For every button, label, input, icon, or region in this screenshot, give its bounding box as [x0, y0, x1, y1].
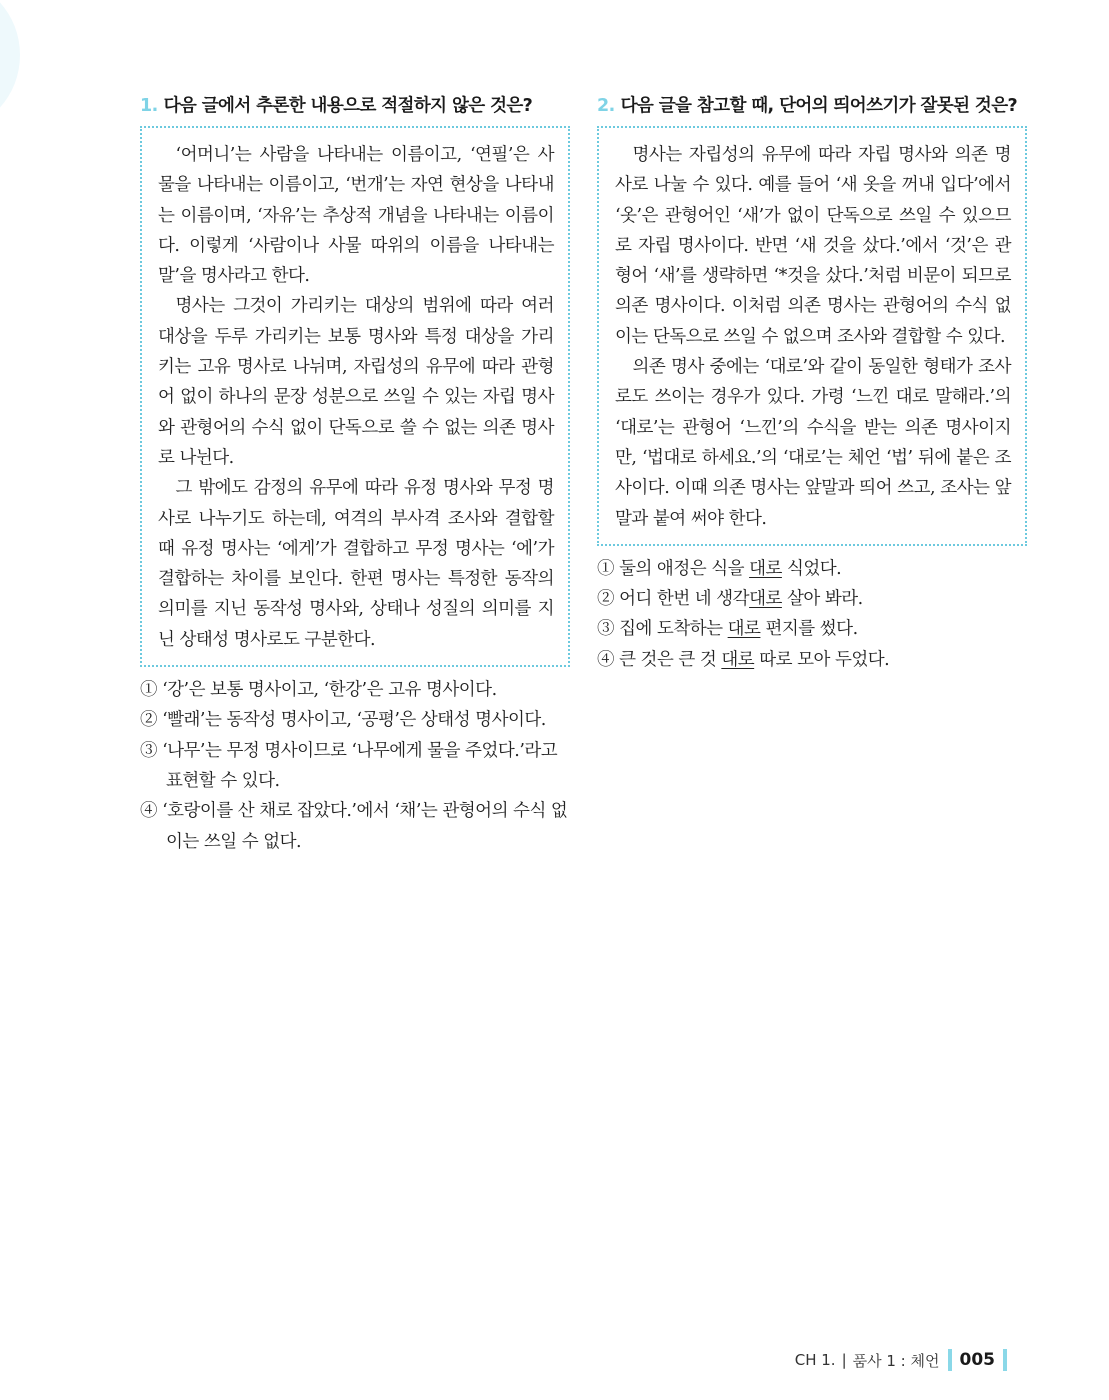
answer-option-1[interactable]: ① ‘강’은 보통 명사이고, ‘한강’은 고유 명사이다.	[140, 680, 497, 701]
question-2-number: 2.	[597, 96, 615, 116]
answer-option-4[interactable]: ④ ‘호랑이를 산 채로 잡았다.’에서 ‘채’는 관형어의 수식 없이는 쓰일 수 없다.	[140, 801, 568, 852]
underlined-word: 대로	[749, 589, 782, 610]
option-text: 살아 봐라.	[781, 589, 863, 610]
question-1-text: 다음 글에서 추론한 내용으로 적절하지 않은 것은?	[163, 96, 533, 116]
question-1	[140, 92, 570, 857]
passage-paragraph: 명사는 그것이 가리키는 대상의 범위에 따라 여러 대상을 두루 가리키는 보통 명사와 특정 대상을 가리키는 고유 명사로 나뉘며, 자립성의 유무에 따라 관형어 없이 하나의 문장 성분으로 쓰일 수 있는 자립 명사와 관형어의 수식 없이 단독으로 쓸 수 없는 의존 명사로 나뉜다.	[158, 296, 554, 468]
underlined-word: 대로	[721, 649, 755, 670]
footer-accent-bar	[1003, 1349, 1007, 1371]
option-text: ④ 큰 것은 큰 것	[597, 649, 722, 670]
answer-option-3[interactable]: ③ ‘나무’는 무정 명사이므로 ‘나무에게 물을 주었다.’라고 표현할 수 있다.	[140, 740, 558, 791]
question-2-options	[597, 554, 1027, 675]
answer-option-2[interactable]	[597, 584, 1027, 614]
option-text: 따로 모아 두었다.	[754, 649, 890, 670]
question-2	[597, 92, 1027, 675]
question-2-title	[597, 92, 1027, 120]
question-1-title	[140, 92, 570, 120]
answer-option-2[interactable]: ② ‘빨래’는 동작성 명사이고, ‘공평’은 상태성 명사이다.	[140, 710, 546, 731]
option-text: ① 둘의 애정은 식을	[597, 558, 750, 579]
option-text: 편지를 썼다.	[760, 619, 858, 640]
underlined-word: 대로	[749, 558, 782, 579]
question-1-number: 1.	[140, 96, 158, 116]
footer-chapter: CH 1.	[794, 1351, 836, 1369]
option-text: ② 어디 한번 네 생각	[597, 589, 750, 610]
question-1-passage	[140, 126, 570, 667]
underlined-word: 대로	[727, 619, 761, 640]
option-text: ③ 집에 도착하는	[597, 619, 728, 640]
page-footer	[795, 1348, 1015, 1372]
passage-paragraph: ‘어머니’는 사람을 나타내는 이름이고, ‘연필’은 사물을 나타내는 이름이고, ‘번개’는 자연 현상을 나타내는 이름이며, ‘자유’는 추상적 개념을 나타내는 이름이다. 이렇게 ‘사람이나 사물 따위의 이름을 나타내는 말’을 명사라고 한다.	[158, 145, 554, 287]
corner-decoration	[0, 0, 20, 130]
footer-section: 품사 1 : 체언	[852, 1351, 940, 1370]
answer-option-1[interactable]	[597, 554, 1027, 584]
question-1-options	[140, 675, 570, 857]
question-2-passage	[597, 126, 1027, 546]
passage-paragraph: 명사는 자립성의 유무에 따라 자립 명사와 의존 명사로 나눌 수 있다. 예를 들어 ‘새 옷을 꺼내 입다’에서 ‘옷’은 관형어인 ‘새’가 없이 단독으로 쓰일 수 있으므로 자립 명사이다. 반면 ‘새 것을 샀다.’에서 ‘것’은 관형어 ‘새’를 생략하면 ‘*것을 샀다.’처럼 비문이 되므로 의존 명사이다. 이처럼 의존 명사는 관형어의 수식 없이는 단독으로 쓰일 수 없으며 조사와 결합할 수 있다.	[615, 145, 1011, 347]
answer-option-3[interactable]	[597, 614, 1027, 644]
page-number: 005	[959, 1350, 995, 1370]
question-2-text: 다음 글을 참고할 때, 단어의 띄어쓰기가 잘못된 것은?	[620, 96, 1018, 116]
passage-paragraph: 그 밖에도 감정의 유무에 따라 유정 명사와 무정 명사로 나누기도 하는데, 여격의 부사격 조사와 결합할 때 유정 명사는 ‘에게’가 결합하고 무정 명사는 ‘에’가 결합하는 차이를 보인다. 한편 명사는 특정한 동작의 의미를 지닌 동작성 명사와, 상태나 성질의 의미를 지닌 상태성 명사로도 구분한다.	[158, 478, 554, 650]
option-text: 식었다.	[781, 558, 842, 579]
passage-paragraph: 의존 명사 중에는 ‘대로’와 같이 동일한 형태가 조사로도 쓰이는 경우가 있다. 가령 ‘느낀 대로 말해라.’의 ‘대로’는 관형어 ‘느낀’의 수식을 받는 의존 명사이지만, ‘법대로 하세요.’의 ‘대로’는 체언 ‘법’ 뒤에 붙은 조사이다. 이때 의존 명사는 앞말과 띄어 쓰고, 조사는 앞말과 붙여 써야 한다.	[615, 357, 1011, 529]
answer-option-4[interactable]	[597, 645, 1027, 675]
footer-separator: |	[841, 1351, 847, 1369]
footer-accent-bar	[948, 1349, 952, 1371]
